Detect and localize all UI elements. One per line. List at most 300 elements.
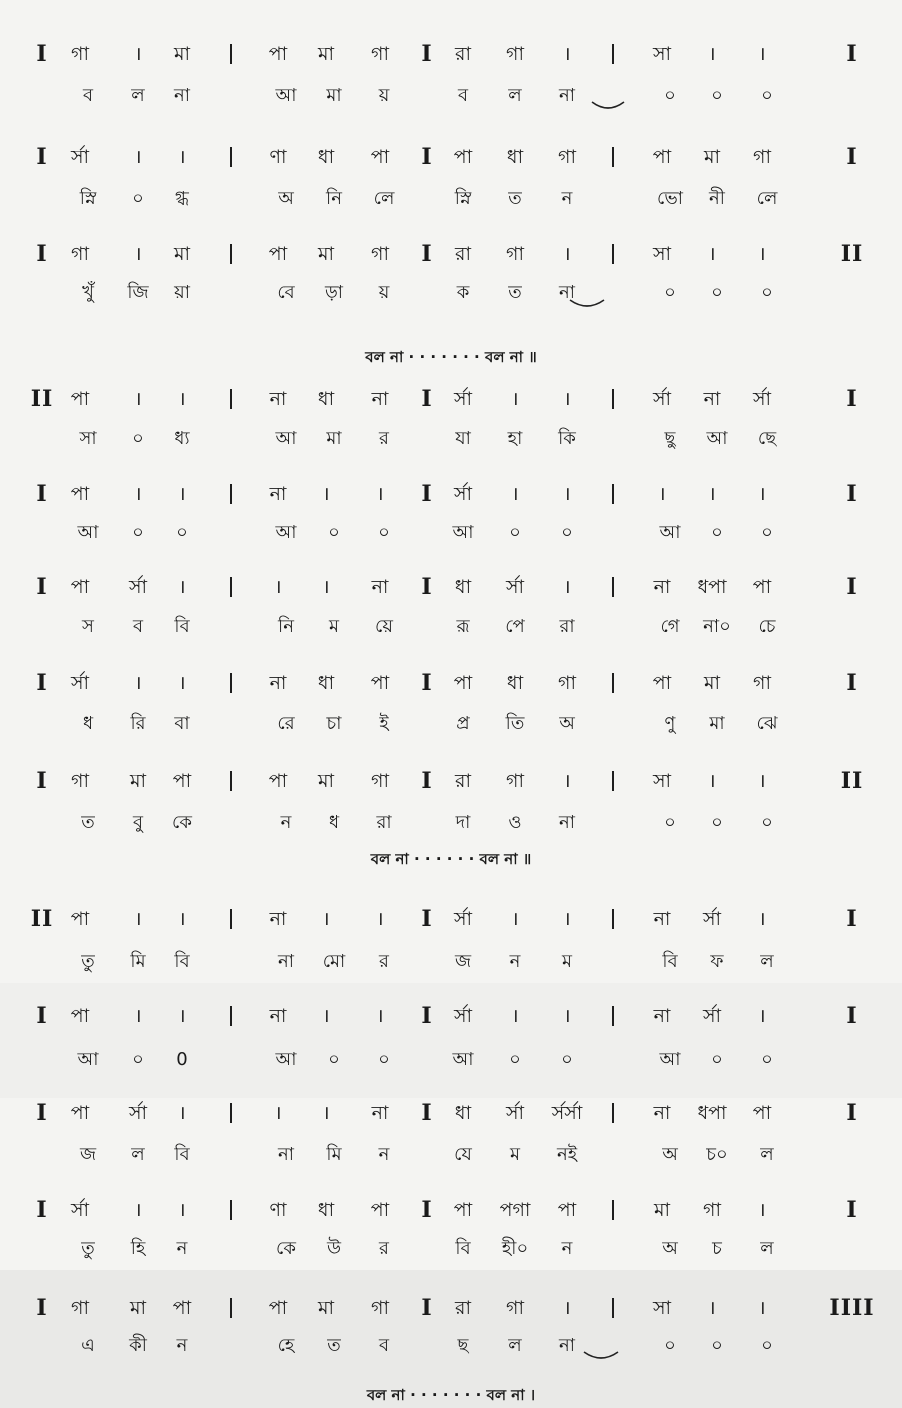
lyric-row [0,950,902,974]
swar-note: মা [703,146,721,168]
lyric-syllable: ন [176,1238,188,1259]
swar-note: গা [506,1297,524,1319]
lyric-syllable: আ [659,1049,681,1070]
swar-note: । [563,1297,571,1319]
swar-note: ধপা [697,576,727,598]
lyric-syllable: ম [510,1144,520,1165]
swar-note: পা [268,43,288,65]
swar-note: । [708,43,716,65]
swar-note: ধা [317,672,335,694]
swar-note: রা [455,1297,471,1319]
slur-arc [582,1350,620,1362]
lyric-syllable: ০ [664,1335,676,1356]
swar-note: । [563,483,571,505]
swar-note: । [708,770,716,792]
lyric-syllable: চ [712,1238,722,1259]
barline-mark-left: I [36,768,48,794]
lyric-syllable: ন [561,188,573,209]
swar-note: । [274,1102,282,1124]
bar-divider [612,44,614,64]
swar-note: । [758,1297,766,1319]
lyric-syllable: ০ [711,282,723,303]
lyric-syllable: ণু [664,713,676,734]
lyric-syllable: ঝে [756,713,778,734]
lyric-syllable: ০ [711,812,723,833]
swar-note: । [563,908,571,930]
lyric-syllable: ০ [509,1049,521,1070]
swar-note: । [178,576,186,598]
lyric-syllable: ল [508,85,522,106]
barline-mark-right: I [846,1003,858,1029]
swar-note: । [563,1005,571,1027]
sargam-row [0,1296,902,1320]
bar-divider [230,244,232,264]
lyric-syllable: ন [176,1335,188,1356]
swar-note: । [134,43,142,65]
barline-mark-left: I [36,144,48,170]
lyric-syllable: কে [276,1238,296,1259]
lyric-syllable: আ [275,1049,297,1070]
lyric-syllable: তু [81,951,95,972]
lyric-syllable: চা [326,713,342,734]
barline-mark-left: II [30,906,54,932]
lyric-syllable: মা [326,428,342,449]
swar-note: র্সা [453,908,473,930]
lyric-syllable: ই [379,713,389,734]
swar-note: না [269,1005,287,1027]
sargam-row [0,671,902,695]
swar-note: গা [506,243,524,265]
swar-note: । [511,908,519,930]
lyric-syllable: বি [174,951,190,972]
lyric-syllable: ০ [761,812,773,833]
sargam-row [0,387,902,411]
swar-note: না [653,908,671,930]
swar-note: । [178,483,186,505]
lyric-syllable: তু [81,1238,95,1259]
swar-note: না [653,1102,671,1124]
sargam-row [0,145,902,169]
swar-note: না [269,672,287,694]
barline-mark-right: II [840,768,864,794]
lyric-syllable: গ্ধ [175,188,189,209]
lyric-syllable: মি [130,951,146,972]
swar-note: পা [453,146,473,168]
lyric-syllable: ০ [761,85,773,106]
swar-note: গা [371,1297,389,1319]
swar-note: পা [70,576,90,598]
lyric-syllable: মো [322,951,346,972]
sargam-row [0,1198,902,1222]
lyric-syllable: ০ [761,1335,773,1356]
lyric-syllable: না [559,282,575,303]
swar-note: ধা [317,388,335,410]
lyric-row [0,712,902,736]
lyric-syllable: হী০ [501,1238,529,1259]
lyric-syllable: আ [275,522,297,543]
swar-note: না [269,483,287,505]
barline-mark-left: I [36,481,48,507]
swar-note: র্সা [453,388,473,410]
swar-note: । [178,1005,186,1027]
bar-divider [230,1103,232,1123]
lyric-syllable: ধ [328,812,340,833]
swar-note: মা [317,43,335,65]
lyric-syllable: ধ [82,713,94,734]
lyric-syllable: ম [562,951,572,972]
lyric-syllable: আ [275,85,297,106]
bar-divider [230,1298,232,1318]
bar-divider [612,484,614,504]
swar-note: না [703,388,721,410]
swar-note: । [708,483,716,505]
lyric-syllable: ০ [176,522,188,543]
lyric-syllable: র [379,1238,389,1259]
lyric-syllable: ল [508,1335,522,1356]
lyric-syllable: আ [275,428,297,449]
swar-note: । [658,483,666,505]
lyric-syllable: স [82,616,94,637]
swar-note: মা [129,770,147,792]
beat-mark: I [421,768,433,794]
swar-note: । [134,1005,142,1027]
sargam-row [0,1101,902,1125]
swar-note: ধা [317,1199,335,1221]
lyric-row [0,1334,902,1358]
swar-note: । [274,576,282,598]
lyric-syllable: না [559,812,575,833]
swar-note: । [563,770,571,792]
swar-note: না [269,388,287,410]
lyric-syllable: ব [132,616,144,637]
lyric-syllable: উ [326,1238,342,1259]
lyric-syllable: ০ [328,522,340,543]
lyric-syllable: হে [277,1335,295,1356]
swar-note: মা [317,243,335,265]
beat-mark: I [421,41,433,67]
lyric-syllable: বি [174,1144,190,1165]
barline-mark-left: I [36,1295,48,1321]
lyric-syllable: চে [758,616,776,637]
swar-note: সা [652,43,672,65]
beat-mark: I [421,1197,433,1223]
bar-divider [612,909,614,929]
barline-mark-right: I [846,906,858,932]
bar-divider [612,1298,614,1318]
swar-note: । [178,388,186,410]
lyric-syllable: র [379,428,389,449]
lyric-syllable: ত [508,282,522,303]
swar-note: না [269,908,287,930]
lyric-syllable: হা [507,428,523,449]
lyric-row [0,521,902,545]
swar-note: না [371,576,389,598]
lyric-syllable: বে [277,282,295,303]
lyric-syllable: ব [457,85,469,106]
bar-divider [612,1006,614,1026]
lyric-row [0,84,902,108]
swar-note: । [134,672,142,694]
lyric-syllable: জ [454,951,472,972]
swar-note: গা [558,672,576,694]
swar-note: র্সা [453,1005,473,1027]
lyric-syllable: খুঁ [82,282,94,303]
swar-note: । [758,43,766,65]
barline-mark-left: I [36,241,48,267]
swar-note: গা [753,146,771,168]
lyric-syllable: ন [280,812,292,833]
swar-note: পা [453,672,473,694]
lyric-syllable: ড়া [324,282,344,303]
lyric-syllable: যে [454,1144,472,1165]
swar-note: রা [455,243,471,265]
lyric-syllable: লে [373,188,395,209]
lyric-syllable: ০ [328,1049,340,1070]
lyric-syllable: লে [756,188,778,209]
lyric-syllable: রা [376,812,392,833]
swar-note: র্সা [752,388,772,410]
swar-note: । [134,483,142,505]
barline-mark-right: I [846,144,858,170]
lyric-syllable: র [379,951,389,972]
swar-note: । [134,1199,142,1221]
swar-note: রা [455,43,471,65]
lyric-syllable: ০ [378,522,390,543]
lyric-syllable: ছে [757,428,777,449]
lyric-syllable: ল [131,1144,145,1165]
swar-note: পা [268,1297,288,1319]
lyric-syllable: মা [709,713,725,734]
lyric-syllable: ল [760,951,774,972]
lyric-syllable: ০ [561,1049,573,1070]
lyric-row [0,1237,902,1261]
swar-note: মা [653,1199,671,1221]
lyric-syllable: অ [662,1144,678,1165]
swar-note: পা [172,1297,192,1319]
lyric-syllable: ক [456,282,470,303]
lyric-syllable: অ [559,713,575,734]
lyric-syllable: আ [77,1049,99,1070]
bar-divider [230,484,232,504]
swar-note: । [178,672,186,694]
lyric-syllable: রা [559,616,575,637]
sargam-row [0,1004,902,1028]
barline-mark-right: II [840,241,864,267]
lyric-syllable: ধ্য [174,428,190,449]
swar-note: ধা [454,576,472,598]
swar-note: গা [753,672,771,694]
lyric-syllable: ত [81,812,95,833]
lyric-syllable: চ০ [706,1144,728,1165]
lyric-row [0,811,902,835]
swar-note: । [511,388,519,410]
bar-divider [612,771,614,791]
lyric-syllable: ছ [457,1335,469,1356]
lyric-syllable: ভো [657,188,683,209]
beat-mark: I [421,1295,433,1321]
swar-note: পা [652,672,672,694]
lyric-syllable: অ [662,1238,678,1259]
lyric-syllable: য়ে [375,616,393,637]
lyric-syllable: এ [81,1335,95,1356]
bar-divider [612,147,614,167]
swar-note: পা [172,770,192,792]
lyric-syllable: ব [82,85,94,106]
swar-note: না [371,388,389,410]
barline-mark-right: I [846,670,858,696]
bar-divider [612,244,614,264]
bar-divider [230,577,232,597]
bar-divider [612,389,614,409]
barline-mark-right: I [846,481,858,507]
lyric-syllable: ন [561,1238,573,1259]
lyric-syllable: না০ [703,616,731,637]
lyric-syllable: সা [79,428,97,449]
swar-note: পা [70,908,90,930]
lyric-row [0,1048,902,1072]
lyric-syllable: ০ [132,522,144,543]
lyric-syllable: কে [172,812,192,833]
swar-note: ণা [269,1199,287,1221]
lyric-syllable: ০ [711,522,723,543]
lyric-row [0,281,902,305]
swar-note: । [758,483,766,505]
barline-mark-right: I [846,1197,858,1223]
barline-mark-left: I [36,1100,48,1126]
swar-note: । [563,243,571,265]
swar-note: পা [370,146,390,168]
lyric-syllable: বি [455,1238,471,1259]
lyric-syllable: ০ [761,522,773,543]
refrain-line: বল না · · · · · · · বল না ॥ [365,348,537,366]
lyric-syllable: মা [326,85,342,106]
swar-note: গা [506,770,524,792]
swar-note: । [511,1005,519,1027]
lyric-syllable: বি [662,951,678,972]
swar-note: পা [70,1102,90,1124]
lyric-syllable: রি [130,713,146,734]
swar-note: র্সা [453,483,473,505]
lyric-syllable: ন [509,951,521,972]
barline-mark-right: IIII [829,1295,875,1321]
swar-note: পা [557,1199,577,1221]
lyric-syllable: ও [508,812,522,833]
lyric-row [0,187,902,211]
swar-note: র্সা [652,388,672,410]
swar-note: র্সা [505,1102,525,1124]
swar-note: গা [71,243,89,265]
swar-note: । [563,576,571,598]
swar-note: পা [752,1102,772,1124]
barline-mark-left: I [36,1197,48,1223]
swar-note: গা [371,770,389,792]
lyric-syllable: ত [327,1335,341,1356]
lyric-syllable: ০ [664,282,676,303]
lyric-syllable: প্র [456,713,470,734]
swar-note: । [322,1102,330,1124]
sargam-row [0,42,902,66]
bar-divider [230,909,232,929]
swar-note: । [134,388,142,410]
bar-divider [230,1200,232,1220]
swar-note: । [563,43,571,65]
lyric-syllable: কী [129,1335,147,1356]
swar-note: । [178,908,186,930]
lyric-syllable: ল [760,1144,774,1165]
lyric-syllable: স্নি [79,188,97,209]
lyric-syllable: ০ [132,428,144,449]
swar-note: না [653,1005,671,1027]
swar-note: । [376,1005,384,1027]
lyric-syllable: 0 [176,1049,188,1070]
refrain-line: বল না · · · · · · · বল না । [366,1386,536,1404]
lyric-row [0,1143,902,1167]
lyric-syllable: ০ [378,1049,390,1070]
lyric-syllable: ন [378,1144,390,1165]
lyric-syllable: রূ [456,616,470,637]
lyric-syllable: ০ [711,85,723,106]
lyric-syllable: ল [760,1238,774,1259]
bar-divider [612,577,614,597]
swar-note: ধা [317,146,335,168]
lyric-syllable: ০ [711,1335,723,1356]
swar-note: পা [70,1005,90,1027]
barline-mark-right: I [846,41,858,67]
swar-note: গা [71,1297,89,1319]
lyric-syllable: হি [130,1238,146,1259]
bar-divider [230,771,232,791]
barline-mark-right: I [846,574,858,600]
swar-note: পা [70,483,90,505]
barline-mark-left: I [36,1003,48,1029]
swar-note: র্সা [505,576,525,598]
lyric-syllable: ম [329,616,339,637]
swar-note: র্সর্সা [551,1102,583,1124]
swar-note: পা [268,243,288,265]
swar-note: গা [371,43,389,65]
lyric-syllable: আ [452,1049,474,1070]
lyric-syllable: রে [277,713,295,734]
lyric-syllable: মি [326,1144,342,1165]
swar-note: ধপা [697,1102,727,1124]
swar-note: । [758,1199,766,1221]
swar-note: গা [71,43,89,65]
swar-note: র্সা [70,1199,90,1221]
lyric-syllable: স্নি [454,188,472,209]
lyric-syllable: অ [278,188,294,209]
swar-note: মা [173,43,191,65]
swar-note: সা [652,1297,672,1319]
swar-note: গা [703,1199,721,1221]
swar-note: পা [370,1199,390,1221]
swar-note: র্সা [70,672,90,694]
swar-note: পা [752,576,772,598]
bar-divider [612,1200,614,1220]
lyric-syllable: না [278,1144,294,1165]
swar-note: র্সা [702,908,722,930]
barline-mark-left: I [36,574,48,600]
swar-note: । [178,1199,186,1221]
swar-note: মা [703,672,721,694]
beat-mark: I [421,386,433,412]
lyric-syllable: য় [378,282,390,303]
lyric-syllable: ০ [561,522,573,543]
lyric-syllable: ০ [132,188,144,209]
lyric-syllable: নী [709,188,725,209]
swar-note: রা [455,770,471,792]
beat-mark: I [421,906,433,932]
swar-note: । [322,576,330,598]
